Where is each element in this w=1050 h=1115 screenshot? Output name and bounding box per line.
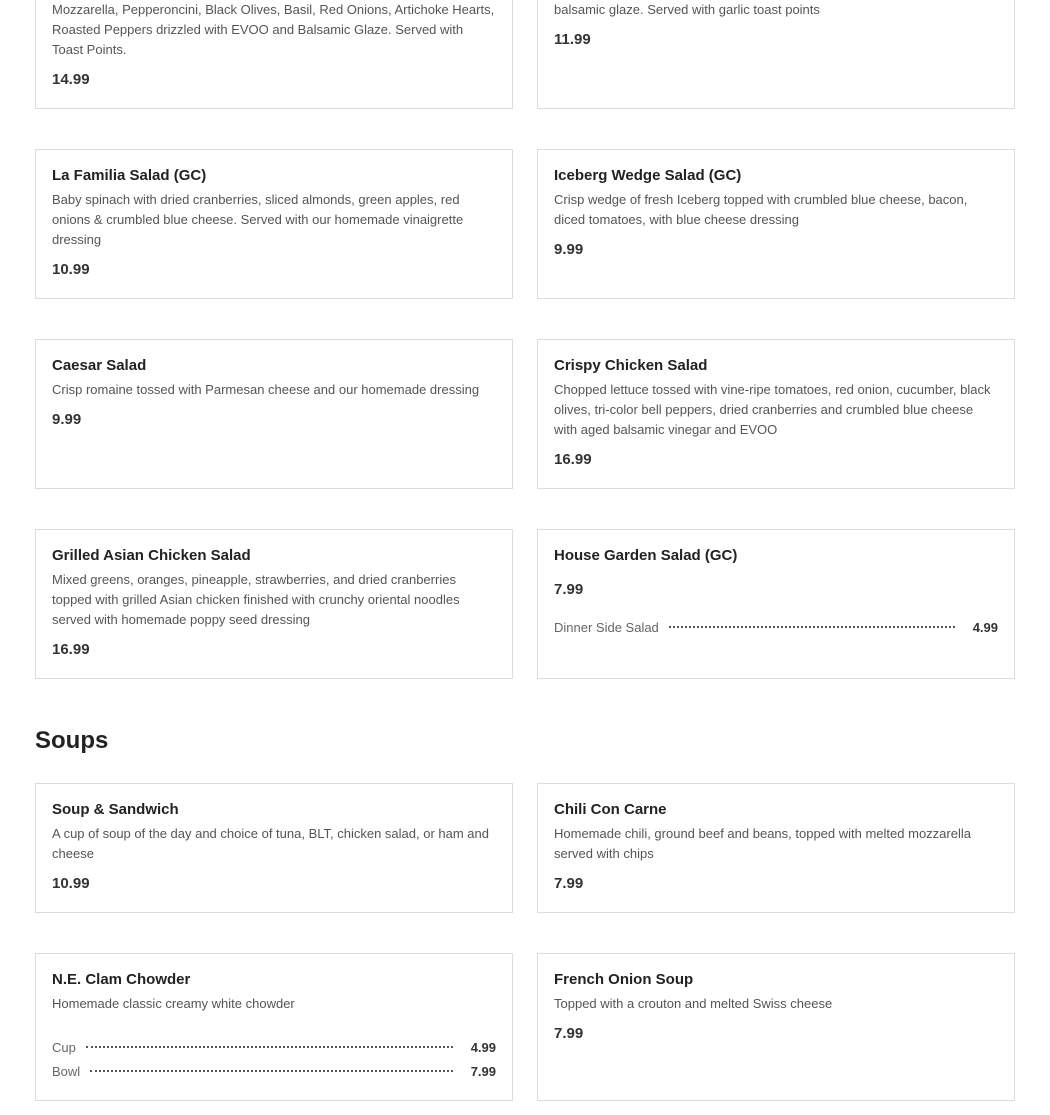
dotted-leader: [669, 626, 955, 628]
option-price: 4.99: [972, 620, 998, 635]
item-name: N.E. Clam Chowder: [52, 971, 191, 988]
dotted-leader: [86, 1046, 453, 1048]
item-description: balsamic glaze. Served with garlic toast points: [554, 2, 820, 17]
section-title-soups: Soups: [35, 727, 109, 754]
item-price: 7.99: [554, 875, 584, 892]
item-name: Soup & Sandwich: [52, 801, 179, 818]
option-price: 7.99: [470, 1064, 496, 1079]
menu-item-card-caesar-salad[interactable]: [35, 339, 513, 489]
item-price: 9.99: [52, 411, 82, 428]
item-name: French Onion Soup: [554, 971, 694, 988]
menu-item-card-house-garden-salad[interactable]: [537, 529, 1015, 679]
item-description: Topped with a crouton and melted Swiss cheese: [554, 996, 833, 1011]
item-name: La Familia Salad (GC): [52, 167, 207, 184]
price-option-row: [554, 617, 998, 635]
menu-item-card-grilled-asian-chicken-salad[interactable]: [35, 529, 513, 679]
menu-item-card-caprese[interactable]: [35, 0, 513, 109]
price-option-row: [52, 1037, 496, 1055]
item-description: Mozzarella, Pepperoncini, Black Olives, Basil, Red Onions, Artichoke Hearts, Roasted Peppers drizzled with EVOO and Balsamic Glaze. Served with Toast Points.: [52, 2, 495, 57]
item-price: 14.99: [52, 71, 90, 88]
item-description: Homemade chili, ground beef and beans, topped with melted mozzarella served with chips: [554, 826, 971, 861]
price-option-row: [52, 1061, 496, 1079]
menu-item-card-bruschetta[interactable]: [537, 0, 1015, 109]
item-description: Chopped lettuce tossed with vine-ripe tomatoes, red onion, cucumber, black olives, tri-color bell peppers, dried cranberries and crumbled blue cheese with aged balsamic vinegar and EVOO: [554, 382, 991, 437]
item-price: 11.99: [554, 31, 591, 48]
option-label: Cup: [52, 1040, 76, 1055]
item-price: 9.99: [554, 241, 584, 258]
item-description: A cup of soup of the day and choice of tuna, BLT, chicken salad, or ham and cheese: [52, 826, 489, 861]
item-description: Homemade classic creamy white chowder: [52, 996, 295, 1011]
item-description: Crisp romaine tossed with Parmesan cheese and our homemade dressing: [52, 382, 480, 397]
item-name: Grilled Asian Chicken Salad: [52, 547, 251, 564]
menu-item-card-crispy-chicken-salad[interactable]: [537, 339, 1015, 489]
option-price: 4.99: [470, 1040, 496, 1055]
item-price: 7.99: [554, 581, 584, 598]
menu-item-card-soup-and-sandwich[interactable]: [35, 783, 513, 913]
item-name: Chili Con Carne: [554, 801, 667, 818]
item-price: 10.99: [52, 875, 90, 892]
option-label: Dinner Side Salad: [554, 620, 659, 635]
item-price: 10.99: [52, 261, 90, 278]
item-price: 16.99: [52, 641, 90, 658]
menu-item-card-chili-con-carne[interactable]: [537, 783, 1015, 913]
item-description: Crisp wedge of fresh Iceberg topped with crumbled blue cheese, bacon, diced tomatoes, with blue cheese dressing: [554, 192, 968, 227]
menu-item-card-french-onion-soup[interactable]: [537, 953, 1015, 1101]
dotted-leader: [90, 1070, 453, 1072]
menu-item-card-iceberg-wedge-salad[interactable]: [537, 149, 1015, 299]
item-price: 16.99: [554, 451, 592, 468]
item-description: Mixed greens, oranges, pineapple, strawberries, and dried cranberries topped with grilled Asian chicken finished with crunchy oriental noodles served with homemade poppy seed dressing: [52, 572, 460, 627]
menu-item-card-la-familia-salad[interactable]: [35, 149, 513, 299]
item-name: Caesar Salad: [52, 357, 147, 374]
item-name: Crispy Chicken Salad: [554, 357, 708, 374]
item-name: Iceberg Wedge Salad (GC): [554, 167, 742, 184]
item-description: Baby spinach with dried cranberries, sliced almonds, green apples, red onions & crumbled blue cheese. Served with our homemade vinaigrette dressing: [52, 192, 464, 247]
item-name: House Garden Salad (GC): [554, 547, 738, 564]
item-price: 7.99: [554, 1025, 584, 1042]
menu-item-card-ne-clam-chowder[interactable]: [35, 953, 513, 1101]
option-label: Bowl: [52, 1064, 81, 1079]
